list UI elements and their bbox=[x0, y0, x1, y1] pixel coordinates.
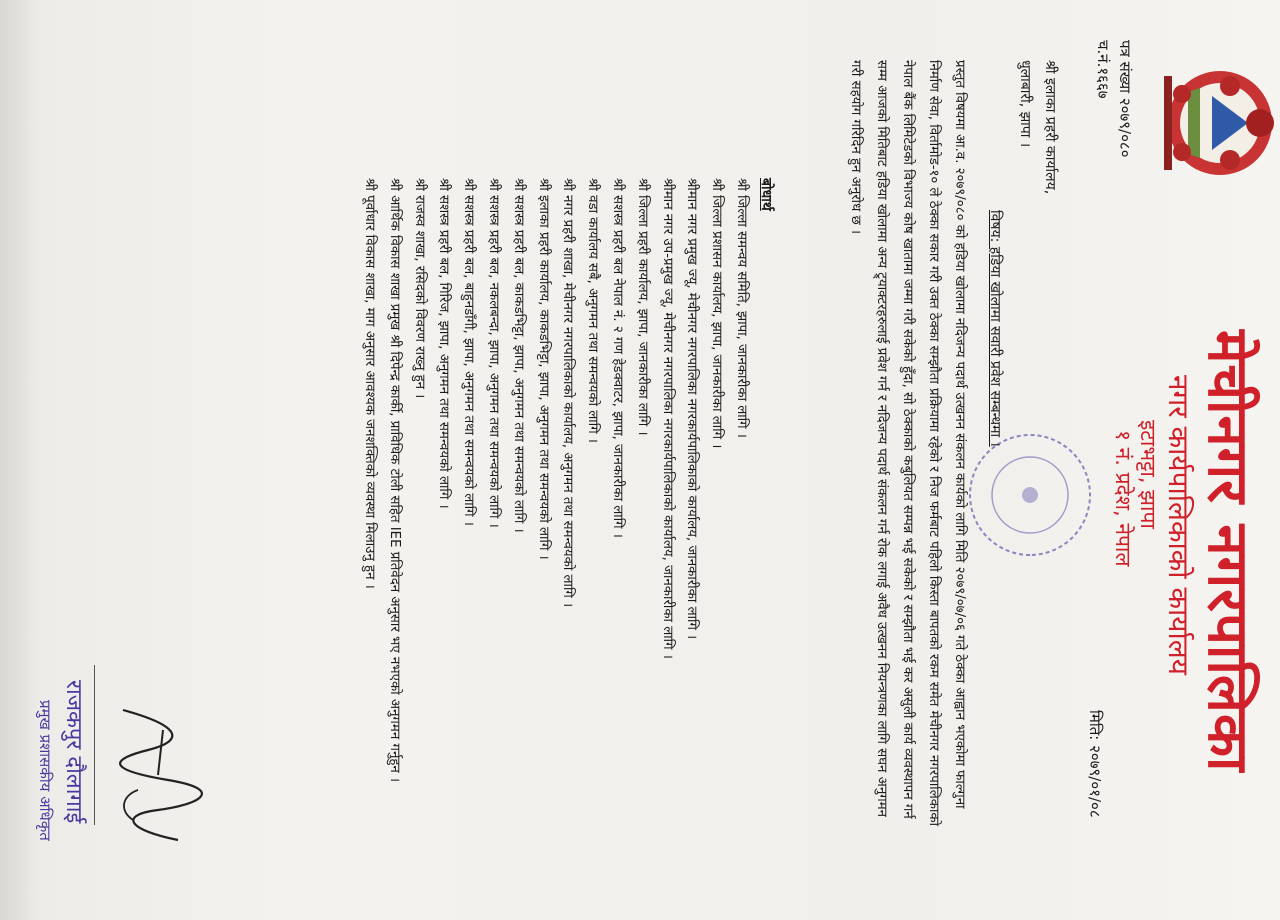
cc-item: श्री सशस्त्र प्रहरी बल, गिरिज, झापा, अनुगमन तथा समन्वयको लागि । bbox=[436, 178, 452, 509]
cc-item: श्री नगर प्रहरी शाखा, मेचीनगर नगरपालिकाको कार्यालय, अनुगमन तथा समन्वयको लागि । bbox=[560, 178, 576, 608]
handwritten-signature bbox=[98, 700, 218, 850]
cc-item: श्री जिल्ला प्रहरी कार्यालय, झापा, जानकारीका लागि । bbox=[634, 178, 650, 436]
cc-item: श्री सशस्त्र प्रहरी बल, काकडभिट्टा, झापा, अनुगमन तथा समन्वयको लागि । bbox=[510, 178, 526, 533]
cc-item: श्री जिल्ला प्रशासन कार्यालय, झापा, जानकारीका लागि । bbox=[709, 178, 725, 449]
cc-item: श्री सशस्त्र प्रहरी बल, बाहुनडाँगी, झापा, अनुगमन तथा समन्वयको लागि । bbox=[461, 178, 477, 526]
signature-line bbox=[94, 665, 95, 825]
nepal-emblem-icon bbox=[1150, 58, 1280, 188]
letter-number: पत्र संख्या २०७९/०८० bbox=[1116, 40, 1134, 158]
dispatch-number: च.नं.१६६७ bbox=[1094, 40, 1112, 99]
cc-item: श्री सशस्त्र प्रहरी बल, नकलबन्दा, झापा, अनुगमन तथा समन्वयको लागि । bbox=[486, 178, 502, 528]
recipient-office: श्री इलाका प्रहरी कार्यालय, bbox=[1042, 60, 1058, 195]
recipient-address: धुलाबारी, झापा । bbox=[1017, 60, 1033, 148]
cc-item: श्री आर्थिक विकास शाखा प्रमुख श्री दिपेन्द्र कार्की, प्राविधिक टोली सहित IEE प्रतिवेदन अनुसार भए नभएको अनुगमन गर्नुहुन । bbox=[386, 178, 402, 783]
letter-date: मिति: २०७९/०१/०८ bbox=[1086, 710, 1104, 818]
signatory-designation: प्रमुख प्रशासकीय अधिकृत bbox=[36, 700, 54, 841]
cc-item: श्री जिल्ला समन्वय समिति, झापा, जानकारीका लागि । bbox=[734, 178, 749, 438]
letterhead-province: १ नं. प्रदेश, नेपाल bbox=[1111, 430, 1135, 567]
signatory-name: राजकपुर दौलागाई bbox=[61, 680, 86, 824]
letter-subject: विषय: हडिया खोलामा सवारी प्रवेश सम्बन्धमा । bbox=[987, 210, 1003, 447]
cc-item: श्री राजस्व शाखा, रसिदको विवरण राख्नु हुन । bbox=[411, 178, 427, 399]
office-stamp-icon bbox=[955, 420, 1105, 570]
cc-item: श्री वडा कार्यालय सबै, अनुगमन तथा समन्वयको लागि । bbox=[585, 178, 601, 443]
cc-item: श्री इलाका प्रहरी कार्यालय, काकडभिट्टा, झापा, अनुगमन तथा समन्वयको लागि । bbox=[535, 178, 551, 560]
letterhead-address: इटाभट्टा, झापा bbox=[1136, 420, 1160, 529]
cc-list bbox=[356, 178, 753, 782]
letterhead-title: मेचीनगर नगरपालिका bbox=[1195, 330, 1260, 773]
cc-item: श्री सशस्त्र प्रहरी बल नेपाल नं. २ गण हेडक्वाटर, झापा, जानकारीका लागि । bbox=[610, 178, 626, 538]
cc-item: श्री पूर्वाधार विकास शाखा, माग अनुसार आवश्यक जनशक्तिको व्यवस्था मिलाउनु हुन । bbox=[362, 178, 378, 589]
cc-item: श्रीमान नगर प्रमुख ज्यू, मेचीनगर नगरपालिका नगरकार्यपालिकाको कार्यालय, जानकारीका लागि । bbox=[684, 178, 700, 640]
cc-heading: बोधार्थ bbox=[758, 178, 774, 211]
cc-item: श्रीमान नगर उप-प्रमुख ज्यू, मेचीनगर नगरपालिका नगरकार्यपालिकाको कार्यालय, जानकारीका लागि । bbox=[659, 178, 675, 659]
letterhead-subtitle: नगर कार्यपालिकाको कार्यालय bbox=[1162, 375, 1195, 675]
letter-body: प्रस्तुत विषयमा आ.व. २०७९/०८० को हडिया खोलामा नदिजन्य पदार्थ उत्खनन संकलन कार्यको लागि मिति २०७९/०७/०६ गते ठेक्का आह्वान भएकोमा फाल्गुना निर्माण सेवा, विर्तामोड-१० ले ठेक्का सकार गरी उक्त ठेक्का सम्झौता प्रक्रियामा रहेको र निज फर्मबाट पहिलो किस्ता बापतको रकम समेत मेचीनगर नगरपालिकाको नेपाल बैंक लिमिटेडको विभाज्य कोष खातामा जम्मा गरी सकेको हुँदा, सो ठेक्काको कबुलियत सम्पन्न भई सकेको र सम्झौता भई कर असुली कार्य व्यवस्थापन गर्न सम्म आजको मितिबाट हडिया खोलामा अन्य ट्र्याक्टरहरुलाई प्रवेश गर्न र नदिजन्य पदार्थ संकलन गर्न रोक लगाई अवैध उत्खनन नियन्त्रणका लागि सघन अनुगमन गरी सहयोग गरिदिन हुन अनुरोध छ । bbox=[848, 60, 967, 827]
